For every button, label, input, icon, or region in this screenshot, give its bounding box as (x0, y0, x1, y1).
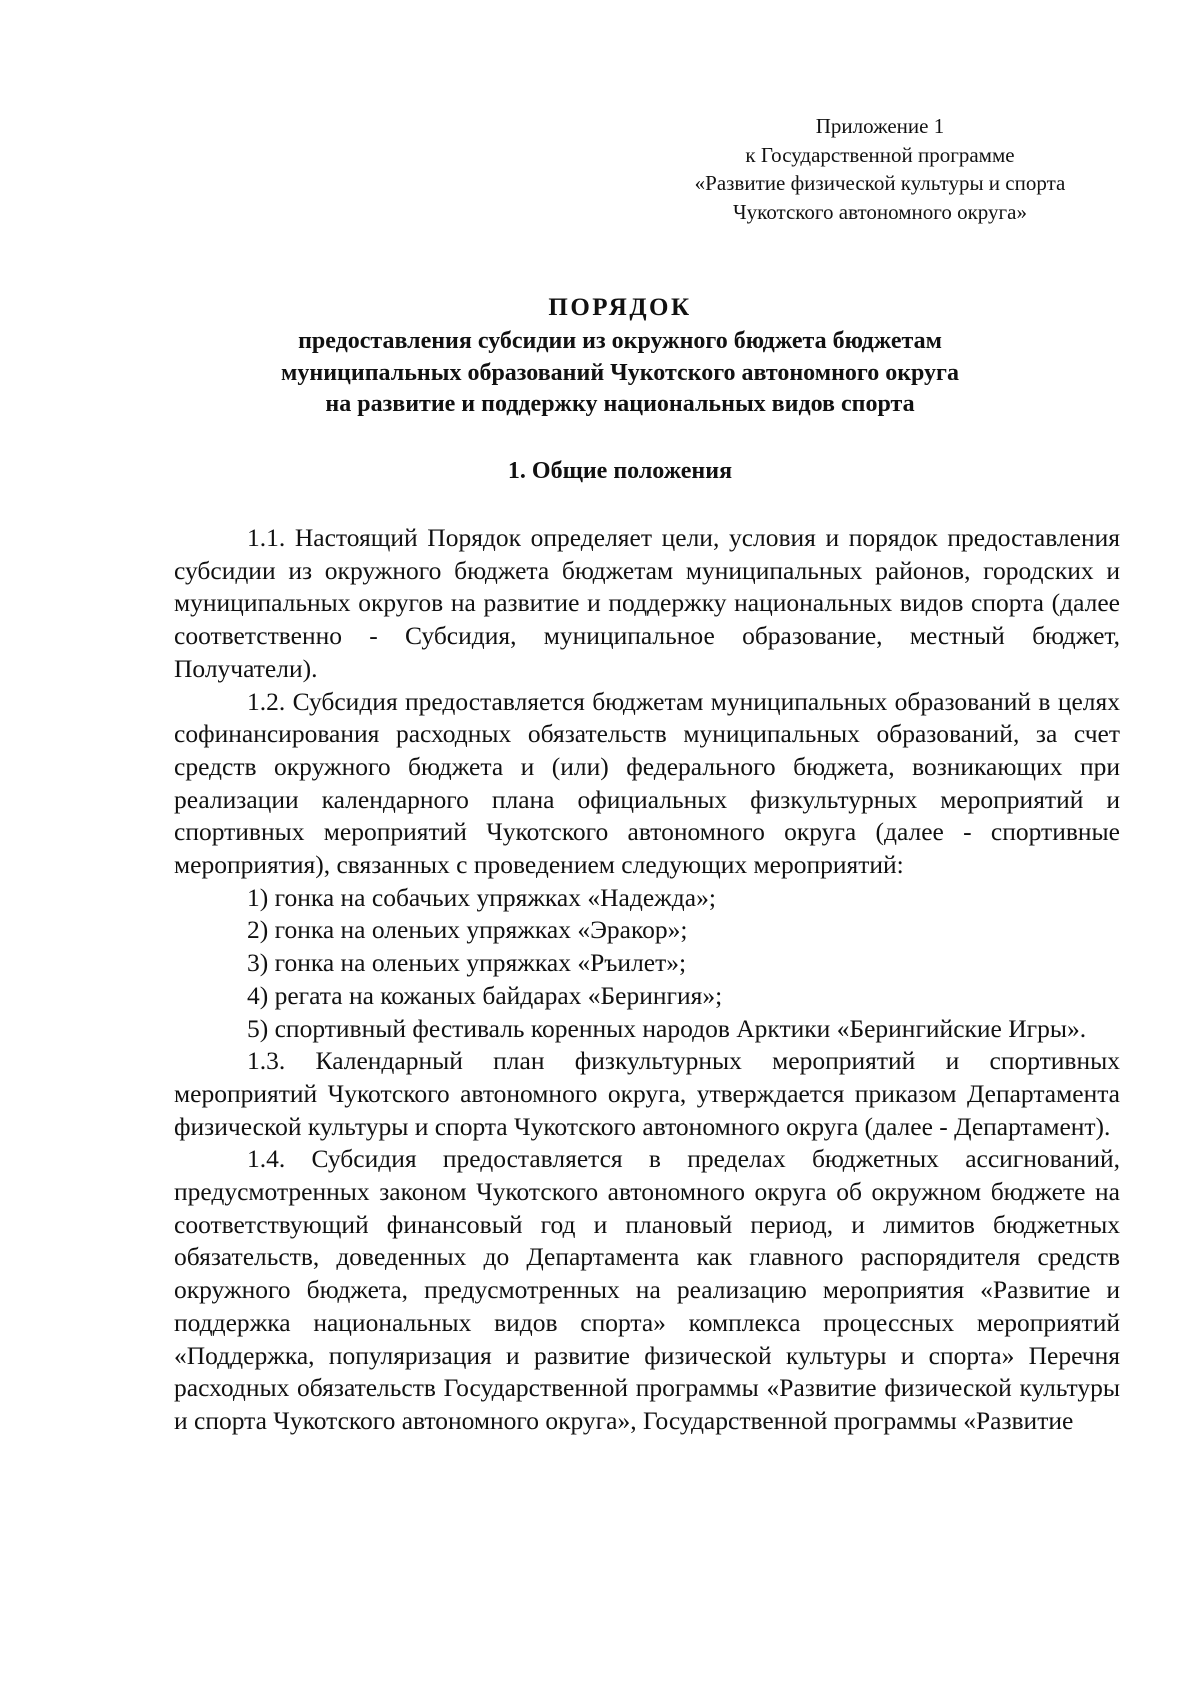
document-subtitle-line: муниципальных образований Чукотского автономного округа (281, 359, 959, 386)
document-body (174, 522, 1120, 1438)
paragraph-1-2: 1.2. Субсидия предоставляется бюджетам муниципальных образований в целях софинансирования расходных обязательств муниципальных образований, за счет средств окружного бюджета и (или) федерального бюджета, возникающих при реализации календарного плана официальных физкультурных мероприятий и спортивных мероприятий Чукотского автономного округа (далее - спортивные мероприятия), связанных с проведением следующих мероприятий: (174, 686, 1120, 880)
appendix-line: «Развитие физической культуры и спорта (694, 171, 1066, 195)
list-item: 1) гонка на собачьих упряжках «Надежда»; (247, 882, 716, 912)
list-item: 3) гонка на оленьих упряжках «Ръилет»; (247, 948, 687, 978)
document-subtitle-line: предоставления субсидии из окружного бюджета бюджетам (298, 328, 942, 354)
appendix-line: Чукотского автономного округа» (733, 199, 1027, 224)
paragraph-1-3: 1.3. Календарный план физкультурных мероприятий и спортивных мероприятий Чукотского автономного округа, утверждается приказом Департамента физической культуры и спорта Чукотского автономного округа (далее - Департамент). (174, 1046, 1120, 1141)
paragraph-1-4: 1.4. Субсидия предоставляется в пределах бюджетных ассигнований, предусмотренных законом Чукотского автономного округа об окружном бюджете на соответствующий финансовый год и плановый период, и лимитов бюджетных обязательств, доведенных до Департамента как главного распорядителя средств окружного бюджета, предусмотренных на реализацию мероприятия «Развитие и поддержка национальных видов спорта» комплекса процессных мероприятий «Поддержка, популяризация и развитие физической культуры и спорта» Перечня расходных обязательств Государственной программы «Развитие физической культуры и спорта Чукотского автономного округа», Государственной программы «Развитие (174, 1144, 1120, 1435)
appendix-block (660, 112, 1100, 226)
section-title: 1. Общие положения (507, 458, 733, 484)
list-item: 2) гонка на оленьих упряжках «Эракор»; (247, 915, 688, 945)
list-item: 4) регата на кожаных байдарах «Берингия»; (247, 980, 723, 1010)
paragraph-1-1: 1.1. Настоящий Порядок определяет цели, условия и порядок предоставления субсидии из окружного бюджета бюджетам муниципальных районов, городских и муниципальных округов на развитие и поддержку национальных видов спорта (далее соответственно - Субсидия, муниципальное образование, местный бюджет, Получатели). (174, 523, 1120, 683)
document-subtitle-line: на развитие и поддержку национальных видов спорта (325, 391, 915, 417)
appendix-line: Приложение 1 (815, 114, 945, 138)
document-title: ПОРЯДОК (548, 294, 692, 321)
appendix-line: к Государственной программе (745, 142, 1015, 167)
list-item: 5) спортивный фестиваль коренных народов Арктики «Берингийские Игры». (247, 1013, 1087, 1043)
document-heading (170, 290, 1070, 421)
